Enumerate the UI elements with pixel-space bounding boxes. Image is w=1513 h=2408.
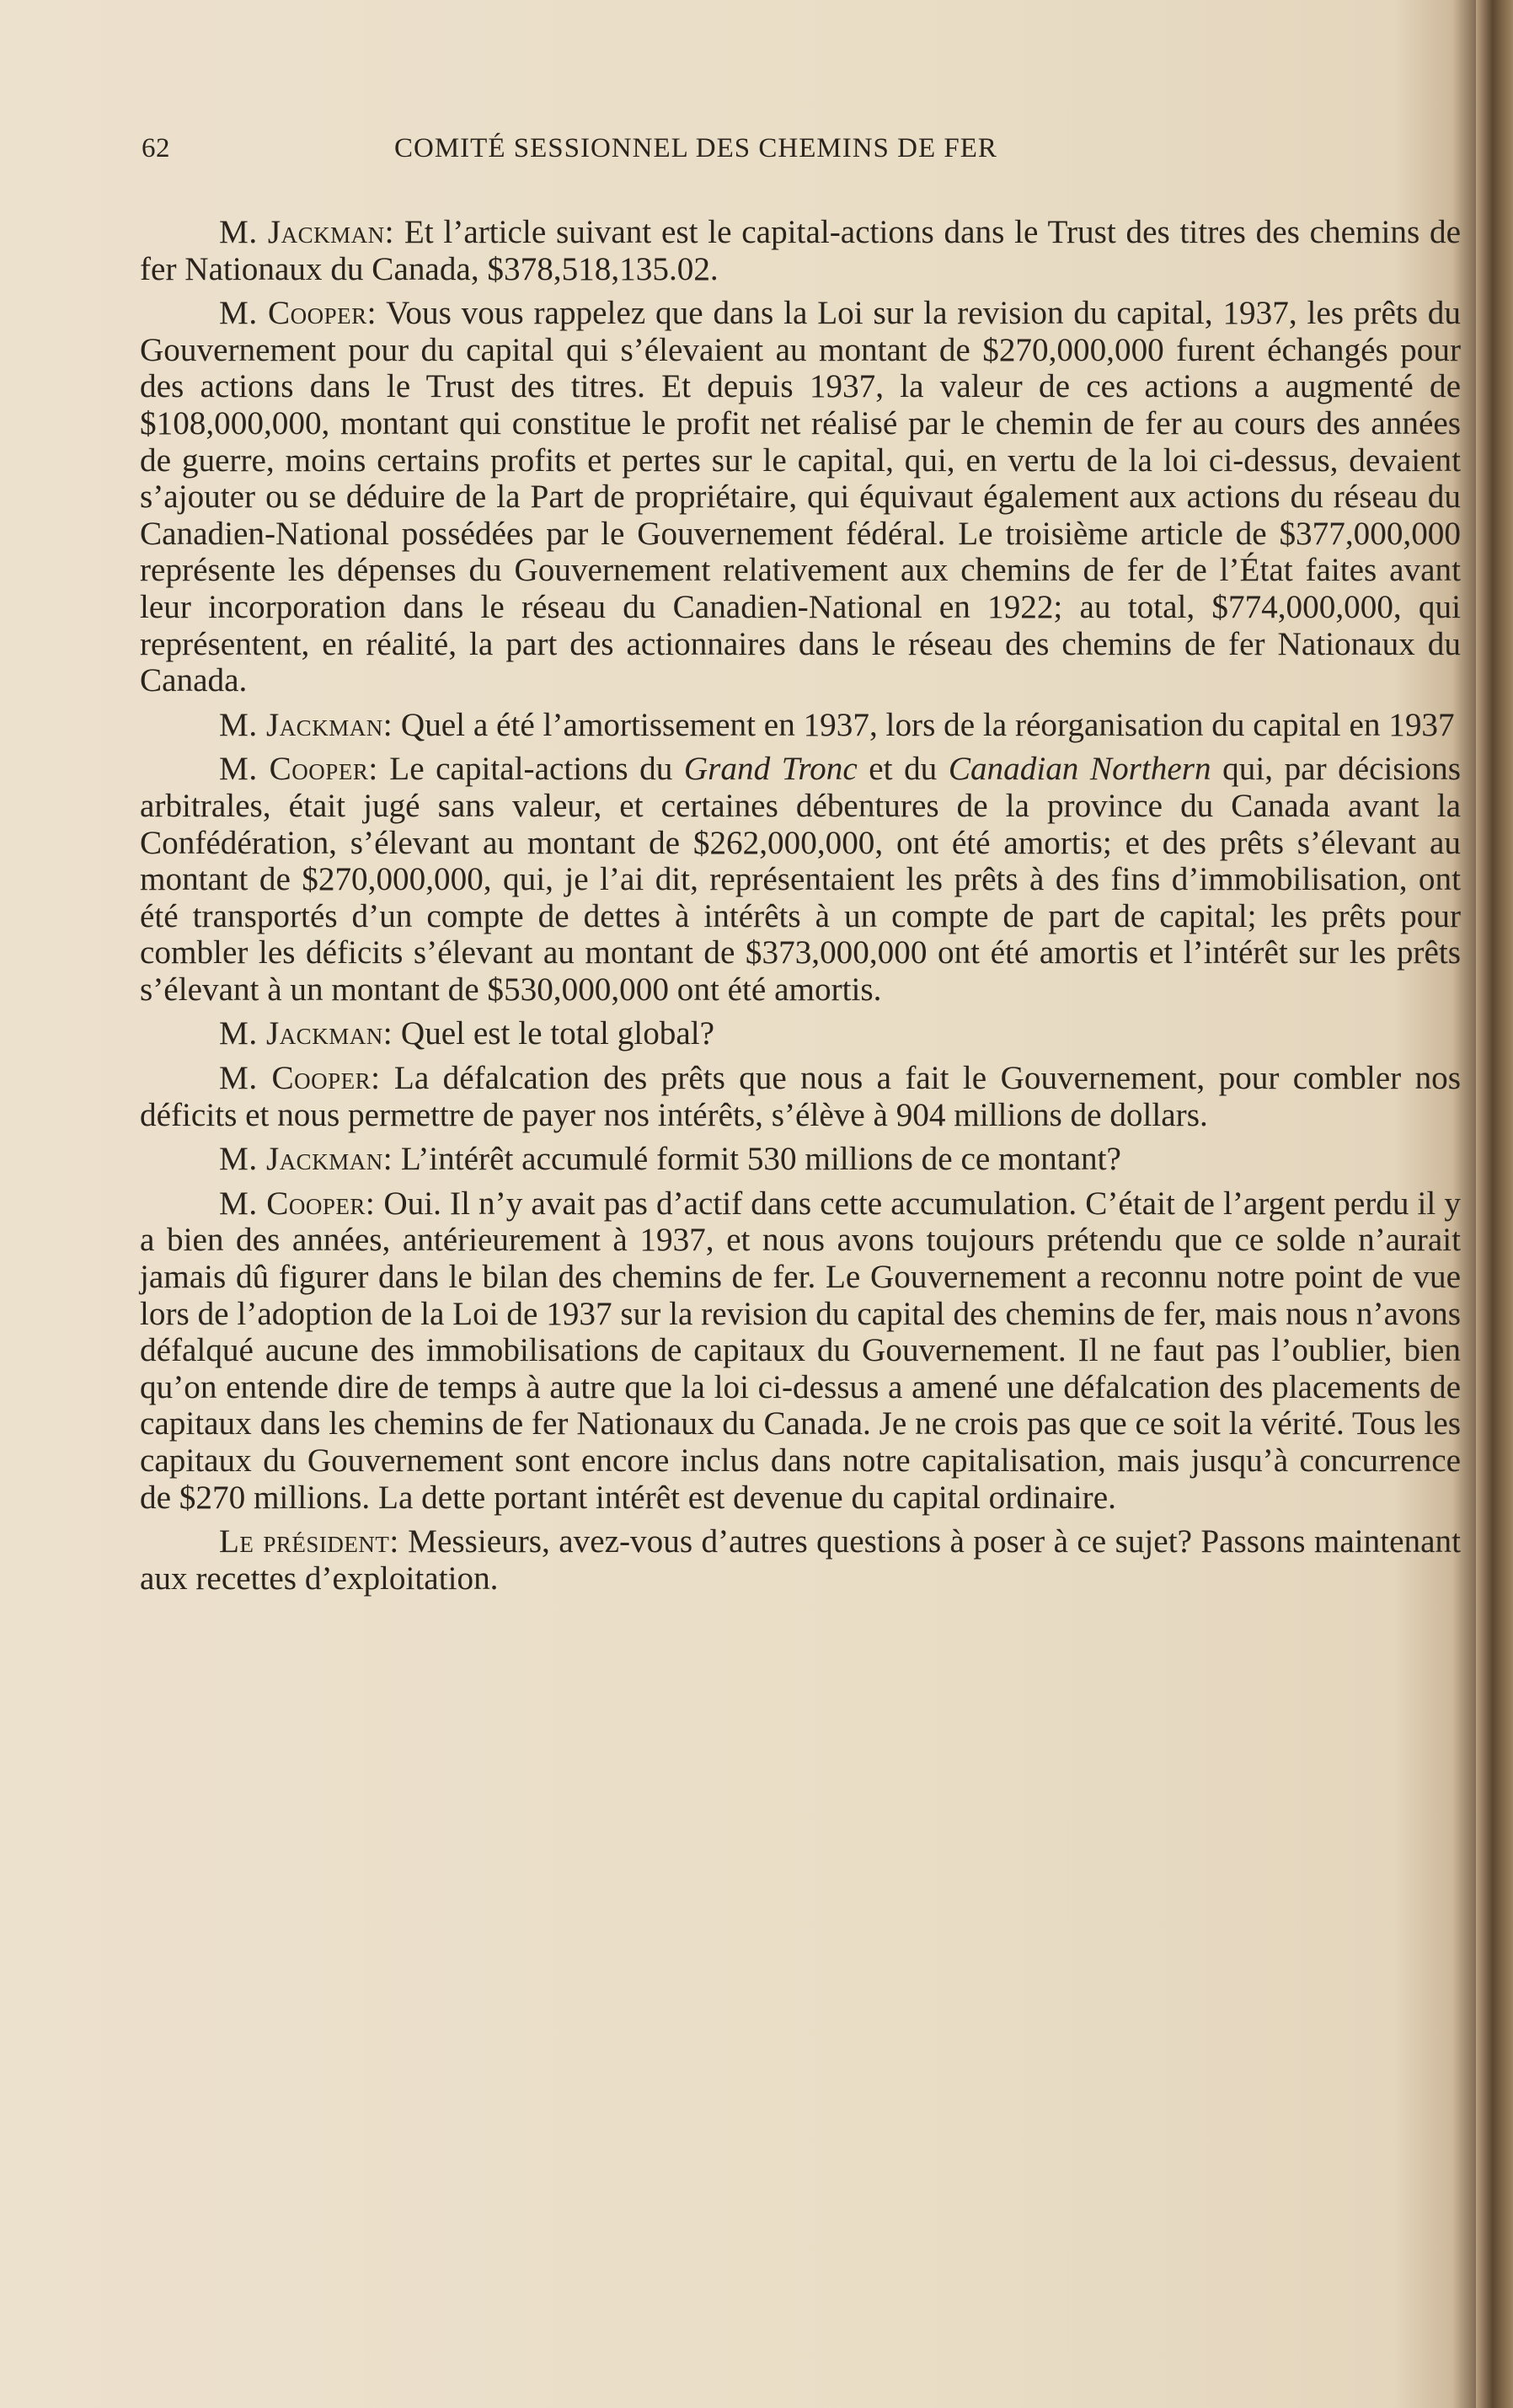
paragraph-text: et du [857,751,949,788]
speaker-name: Le président: [219,1523,399,1560]
paragraph-text: Vous vous rappelez que dans la Loi sur la revision du capital, 1937, les prêts du Gouvernement pour du capital qui s’élevaient au montant de $270,000,000 furent échangés pour des actions dans le Trust des titres. Et depuis 1937, la valeur de ces actions a augmenté de $108,000,000, montant qui constitue le profit net réalisé par le chemin de fer au cours des années de guerre, moins certains profits et pertes sur le capital, qui, en vertu de la loi ci-dessus, devaient s’ajouter ou se déduire de la Part de propriétaire, qui équivaut également aux actions du réseau du Canadien-National possédées par le Gouvernement fédéral. Le troisième article de $377,000,000 représente les dépenses du Gouvernement relativement aux chemins de fer de l’État faites avant leur incorporation dans le réseau du Canadien-National en 1922; au total, $774,000,000, qui représentent, en réalité, la part des actionnaires dans le réseau des chemins de fer Nationaux du Canada. [140,295,1461,699]
paragraph [140,1141,1461,1178]
speaker-name: M. Jackman: [219,1015,393,1052]
paragraph [140,1523,1461,1597]
speaker-name: M. Cooper: [219,1060,381,1097]
page-body [140,214,1461,1604]
paragraph-text: qui, par décisions arbitrales, était jugé sans valeur, et certaines débentures de la province du Canada avant la Confédération, s’élevant au montant de $262,000,000, ont été amortis; et des prêts s’élevant au montant de $270,000,000, qui, je l’ai dit, représentaient les prêts à des fins d’immobilisation, ont été transportés d’un compte de dettes à intérêts à un compte de part de capital; les prêts pour combler les déficits s’élevant au montant de $373,000,000 ont été amortis et l’intérêt sur les prêts s’élevant à un montant de $530,000,000 ont été amortis. [140,751,1461,1008]
speaker-name: M. Jackman: [219,706,393,743]
paragraph-text: Messieurs, avez-vous d’autres questions à poser à ce sujet? Passons maintenant aux recettes d’exploitation. [140,1523,1461,1597]
speaker-name: M. Cooper: [219,295,377,332]
paragraph [140,1015,1461,1052]
paragraph [140,214,1461,287]
paragraph-text: Quel a été l’amortissement en 1937, lors de la réorganisation du capital en 1937 [393,706,1455,743]
page-number: 62 [142,133,170,163]
railway-name: Grand Tronc [683,751,858,788]
speaker-name: M. Cooper: [219,1185,376,1222]
paragraph [140,295,1461,699]
running-title: COMITÉ SESSIONNEL DES CHEMINS DE FER [394,133,997,163]
book-spine-edge [1476,0,1513,2408]
paragraph-text: Le capital-actions du [377,751,684,788]
paragraph [140,751,1461,1008]
paragraph-text: Et l’article suivant est le capital-actions dans le Trust des titres des chemins de fer Nationaux du Canada, $378,518,135.02. [140,214,1461,287]
speaker-name: M. Jackman: [219,214,395,250]
paragraph [140,1060,1461,1133]
paragraph-text: Quel est le total global? [393,1015,715,1052]
paragraph-text: La défalcation des prêts que nous a fait le Gouvernement, pour combler nos déficits et nous permettre de payer nos intérêts, s’élève à 904 millions de dollars. [140,1060,1462,1133]
speaker-name: M. Jackman: [219,1141,393,1178]
paragraph-text: Oui. Il n’y avait pas d’actif dans cette accumulation. C’était de l’argent perdu il y a bien des années, antérieurement à 1937, et nous avons toujours prétendu que ce solde n’aurait jamais dû figurer dans le bilan des chemins de fer. Le Gouvernement a reconnu notre point de vue lors de l’adoption de la Loi de 1937 sur la revision du capital des chemins de fer, mais nous n’avons défalqué aucune des immobilisations de capitaux du Gouvernement. Il ne faut pas l’oublier, bien qu’on entende dire de temps à autre que la loi ci-dessus a amené une défalcation des placements de capitaux dans les chemins de fer Nationaux du Canada. Je ne crois pas que ce soit la vérité. Tous les capitaux du Gouvernement sont encore inclus dans notre capitalisation, mais jusqu’à concurrence de $270 millions. La dette portant intérêt est devenue du capital ordinaire. [140,1185,1462,1516]
paragraph [140,1185,1461,1516]
page-header [142,133,1186,164]
paragraph-text: L’intérêt accumulé formit 530 millions de ce montant? [393,1141,1121,1178]
railway-name: Canadian Northern [948,751,1211,788]
speaker-name: M. Cooper: [219,751,378,788]
paragraph [140,707,1461,744]
